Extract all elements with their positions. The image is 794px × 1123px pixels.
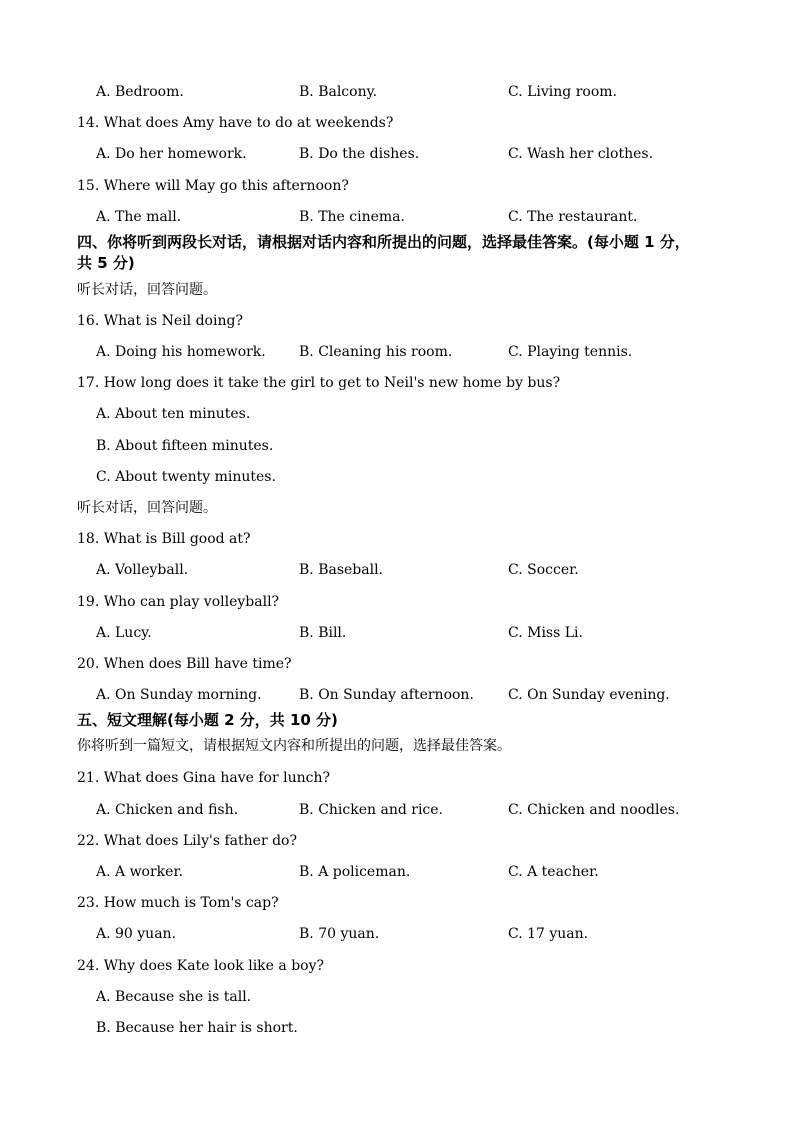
q16-option-b: B. Cleaning his room. bbox=[299, 344, 453, 360]
q17-option-a: A. About ten minutes. bbox=[96, 406, 251, 422]
q24-option-a: A. Because she is tall. bbox=[96, 989, 252, 1005]
q15-option-a: A. The mall. bbox=[96, 209, 182, 225]
q13-option-c: C. Living room. bbox=[508, 84, 617, 100]
q13-option-a: A. Bedroom. bbox=[96, 84, 184, 100]
section-5-instruction: 你将听到一篇短文，请根据短文内容和所提出的问题，选择最佳答案。 bbox=[77, 738, 511, 754]
q23-option-a: A. 90 yuan. bbox=[96, 926, 177, 942]
q18-option-c: C. Soccer. bbox=[508, 562, 579, 578]
q22-option-b: B. A policeman. bbox=[299, 864, 411, 880]
q21-option-b: B. Chicken and rice. bbox=[299, 802, 443, 818]
q21-option-a: A. Chicken and fish. bbox=[96, 802, 239, 818]
q17-stem: 17. How long does it take the girl to get to Neil's new home by bus? bbox=[77, 375, 561, 391]
q16-option-c: C. Playing tennis. bbox=[508, 344, 633, 360]
q14-option-b: B. Do the dishes. bbox=[299, 146, 420, 162]
q19-option-c: C. Miss Li. bbox=[508, 625, 583, 641]
listening-instruction-2: 听长对话，回答问题。 bbox=[77, 500, 217, 516]
section-4-title-line2: 共 5 分) bbox=[77, 254, 135, 272]
q20-option-a: A. On Sunday morning. bbox=[96, 687, 262, 703]
q14-option-a: A. Do her homework. bbox=[96, 146, 247, 162]
q19-option-b: B. Bill. bbox=[299, 625, 347, 641]
q15-option-c: C. The restaurant. bbox=[508, 209, 638, 225]
q23-stem: 23. How much is Tom's cap? bbox=[77, 895, 279, 911]
q22-option-a: A. A worker. bbox=[96, 864, 184, 880]
q17-option-c: C. About twenty minutes. bbox=[96, 469, 276, 485]
q20-stem: 20. When does Bill have time? bbox=[77, 656, 292, 672]
q23-option-b: B. 70 yuan. bbox=[299, 926, 380, 942]
q20-option-c: C. On Sunday evening. bbox=[508, 687, 670, 703]
q24-stem: 24. Why does Kate look like a boy? bbox=[77, 958, 325, 974]
q19-stem: 19. Who can play volleyball? bbox=[77, 594, 280, 610]
listening-instruction-1: 听长对话，回答问题。 bbox=[77, 282, 217, 298]
q21-stem: 21. What does Gina have for lunch? bbox=[77, 770, 330, 786]
q17-option-b: B. About fifteen minutes. bbox=[96, 438, 274, 454]
q22-stem: 22. What does Lily's father do? bbox=[77, 833, 297, 849]
q18-stem: 18. What is Bill good at? bbox=[77, 531, 251, 547]
q16-option-a: A. Doing his homework. bbox=[96, 344, 266, 360]
q20-option-b: B. On Sunday afternoon. bbox=[299, 687, 474, 703]
q24-option-b: B. Because her hair is short. bbox=[96, 1020, 298, 1036]
section-4-title-line1: 四、你将听到两段长对话，请根据对话内容和所提出的问题，选择最佳答案。(每小题 1 分， bbox=[77, 233, 690, 251]
q23-option-c: C. 17 yuan. bbox=[508, 926, 589, 942]
q16-stem: 16. What is Neil doing? bbox=[77, 313, 243, 329]
q14-stem: 14. What does Amy have to do at weekends? bbox=[77, 115, 394, 131]
section-5-title: 五、短文理解(每小题 2 分，共 10 分) bbox=[77, 711, 338, 729]
q15-stem: 15. Where will May go this afternoon? bbox=[77, 178, 349, 194]
q21-option-c: C. Chicken and noodles. bbox=[508, 802, 680, 818]
q18-option-a: A. Volleyball. bbox=[96, 562, 189, 578]
q13-option-b: B. Balcony. bbox=[299, 84, 378, 100]
q19-option-a: A. Lucy. bbox=[96, 625, 152, 641]
q18-option-b: B. Baseball. bbox=[299, 562, 384, 578]
q15-option-b: B. The cinema. bbox=[299, 209, 405, 225]
q22-option-c: C. A teacher. bbox=[508, 864, 599, 880]
q14-option-c: C. Wash her clothes. bbox=[508, 146, 654, 162]
